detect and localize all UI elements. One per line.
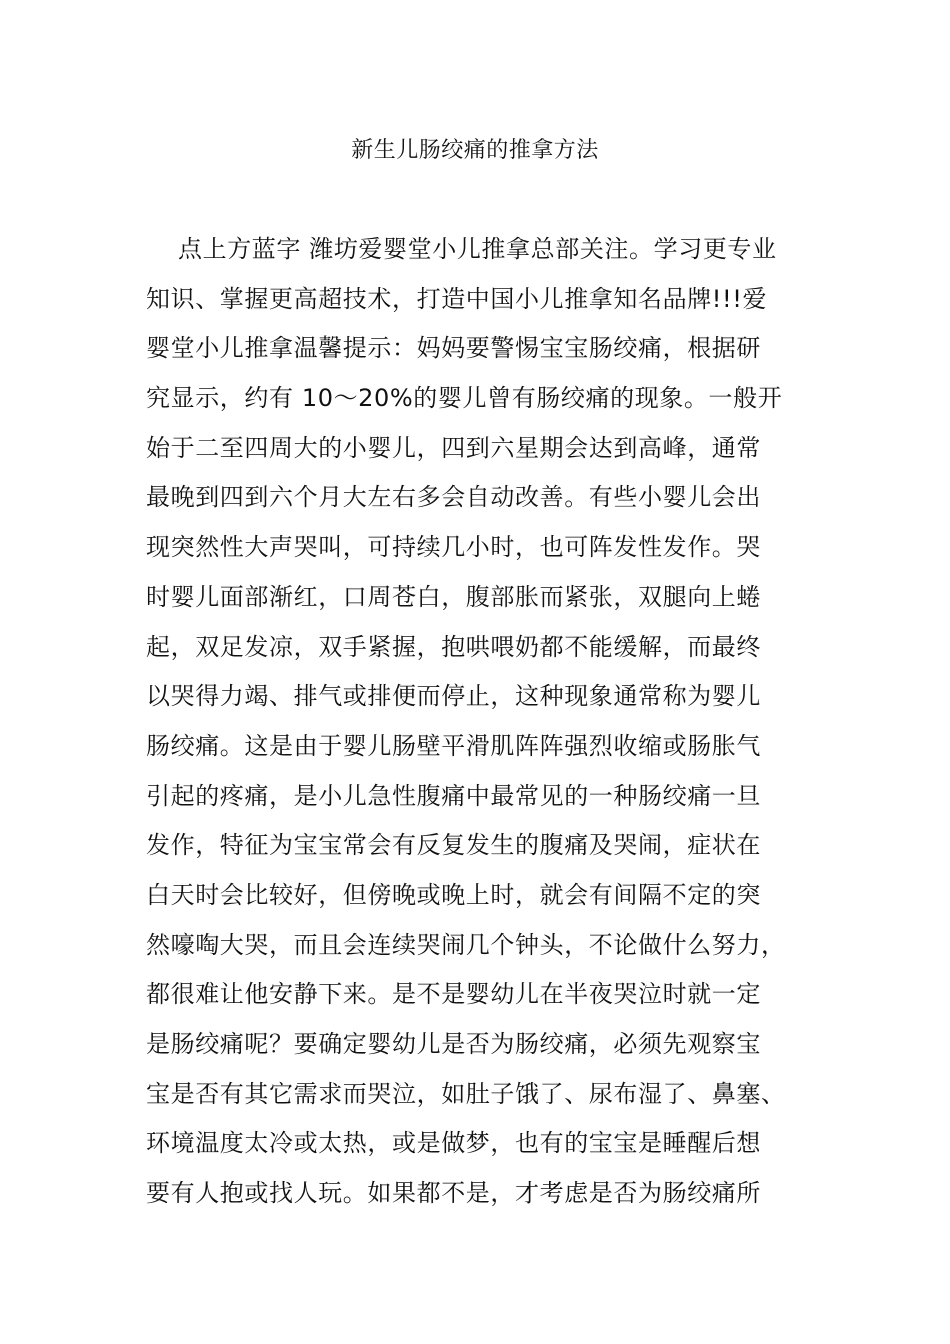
body-line: 最晚到四到六个月大左右多会自动改善。有些小婴儿会出: [146, 483, 761, 512]
body-line: 引起的疼痛，是小儿急性腹痛中最常见的一种肠绞痛一旦: [146, 781, 761, 810]
body-line: 现突然性大声哭叫，可持续几小时，也可阵发性发作。哭: [146, 533, 761, 562]
body-line: 点上方蓝字 潍坊爱婴堂小儿推拿总部关注。学习更专业: [178, 235, 777, 263]
body-line: 发作，特征为宝宝常会有反复发生的腹痛及哭闹，症状在: [146, 831, 761, 860]
body-line: 婴堂小儿推拿温馨提示：妈妈要警惕宝宝肠绞痛，根据研: [146, 334, 761, 363]
document-body: [146, 225, 826, 1219]
body-line: 知识、掌握更高超技术，打造中国小儿推拿知名品牌!!!爱: [146, 284, 768, 313]
body-line: 环境温度太冷或太热，或是做梦，也有的宝宝是睡醒后想: [146, 1129, 761, 1158]
body-line: 宝是否有其它需求而哭泣，如肚子饿了、尿布湿了、鼻塞、: [146, 1079, 786, 1108]
document-title: 新生儿肠绞痛的推拿方法: [351, 138, 599, 163]
body-line: 是肠绞痛呢？要确定婴幼儿是否为肠绞痛，必须先观察宝: [146, 1030, 761, 1058]
body-line: 时婴儿面部渐红，口周苍白，腹部胀而紧张，双腿向上蜷: [146, 582, 761, 611]
body-line: 都很难让他安静下来。是不是婴幼儿在半夜哭泣时就一定: [146, 980, 761, 1009]
body-line: 肠绞痛。这是由于婴儿肠壁平滑肌阵阵强烈收缩或肠胀气: [146, 731, 761, 760]
body-line: 起，双足发凉，双手紧握，抱哄喂奶都不能缓解，而最终: [146, 632, 761, 661]
body-line: 白天时会比较好，但傍晚或晚上时，就会有间隔不定的突: [146, 880, 761, 909]
body-line: 要有人抱或找人玩。如果都不是，才考虑是否为肠绞痛所: [146, 1179, 761, 1208]
body-line: 然嚎啕大哭，而且会连续哭闹几个钟头，不论做什么努力，: [146, 930, 786, 959]
body-line: 究显示，约有 10～20%的婴儿曾有肠绞痛的现象。一般开: [146, 384, 783, 413]
body-line: 以哭得力竭、排气或排便而停止，这种现象通常称为婴儿: [146, 682, 761, 711]
body-line: 始于二至四周大的小婴儿，四到六星期会达到高峰，通常: [146, 433, 761, 462]
